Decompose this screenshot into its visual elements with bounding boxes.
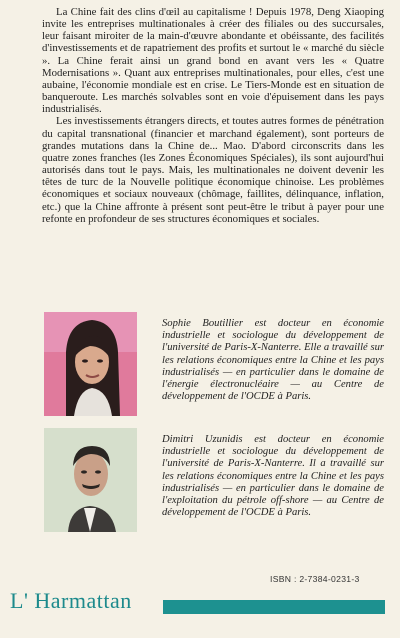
- author-block-1: [0, 312, 400, 422]
- author-photo: [44, 312, 137, 416]
- author-bio: Sophie Boutillier est docteur en économie industrielle et sociologue du développement de l'université de Paris-X-Nanterre. Elle a travaillé sur les relations économiques entre la Chine et les pays industrialisés — en particulier dans le domaine de l'énergie électronucléaire — au Centre de développement de l'OCDE à Paris.: [162, 318, 384, 403]
- author-block-2: [0, 428, 400, 532]
- publisher-color-bar: [163, 600, 385, 614]
- author-photo: [44, 428, 137, 532]
- isbn-text: ISBN : 2-7384-0231-3: [270, 574, 360, 584]
- author-bio: Dimitri Uzunidis est docteur en économie industrielle et sociologue du développement de l'université de Paris-X-Nanterre. Il a travaillé sur les relations économiques entre la Chine et les pays industrialisés — en particulier dans le domaine de l'exploitation du pétrole off-shore — au Centre de développement de l'OCDE à Paris.: [162, 434, 384, 519]
- publisher-logo-text: L' Harmattan: [10, 588, 132, 613]
- blurb-paragraph: La Chine fait des clins d'œil au capitalisme ! Depuis 1978, Deng Xiaoping invite les entreprises multinationales à créer des filiales ou des succursales, leur faisant miroiter de la main-d'œuvre abondante et obéissante, des facilités d'investissements et de rapatriement des profits et surtout le « marché du siècle ». La Chine ferait ainsi un grand bond en avant vers les « Quatre Modernisations ». Quant aux entreprises multinationales, pour elles, c'est une aubaine, l'économie mondiale est en crise. Le Tiers-Monde est en situation de banqueroute. Les marchés solvables sont en voie d'épuisement dans les pays industrialisés.: [42, 6, 384, 116]
- blurb-paragraph: Les investissements étrangers directs, et toutes autres formes de pénétration du capital transnational (financier et marchand également), sont porteurs de grandes mutations dans la Chine de... Mao. D'abord circonscrits dans les quatre zones franches (les Zones Économiques Spéciales), ils sont aujourd'hui autorisés dans tout le pays. Mais, les multinationales ne doivent devenir les têtes de turc de la Nouvelle politique économique chinoise. Les problèmes économiques et sociaux nouveaux (chômage, faillites, délinquance, inflation, etc.) que la Chine affronte à présent sont peut-être le tribut à payer pour une refonte en profondeur de ses structures économiques et sociales.: [42, 115, 384, 225]
- author-portrait-icon: [44, 428, 137, 532]
- author-portrait-icon: [44, 312, 137, 416]
- back-cover-blurb: [42, 6, 384, 225]
